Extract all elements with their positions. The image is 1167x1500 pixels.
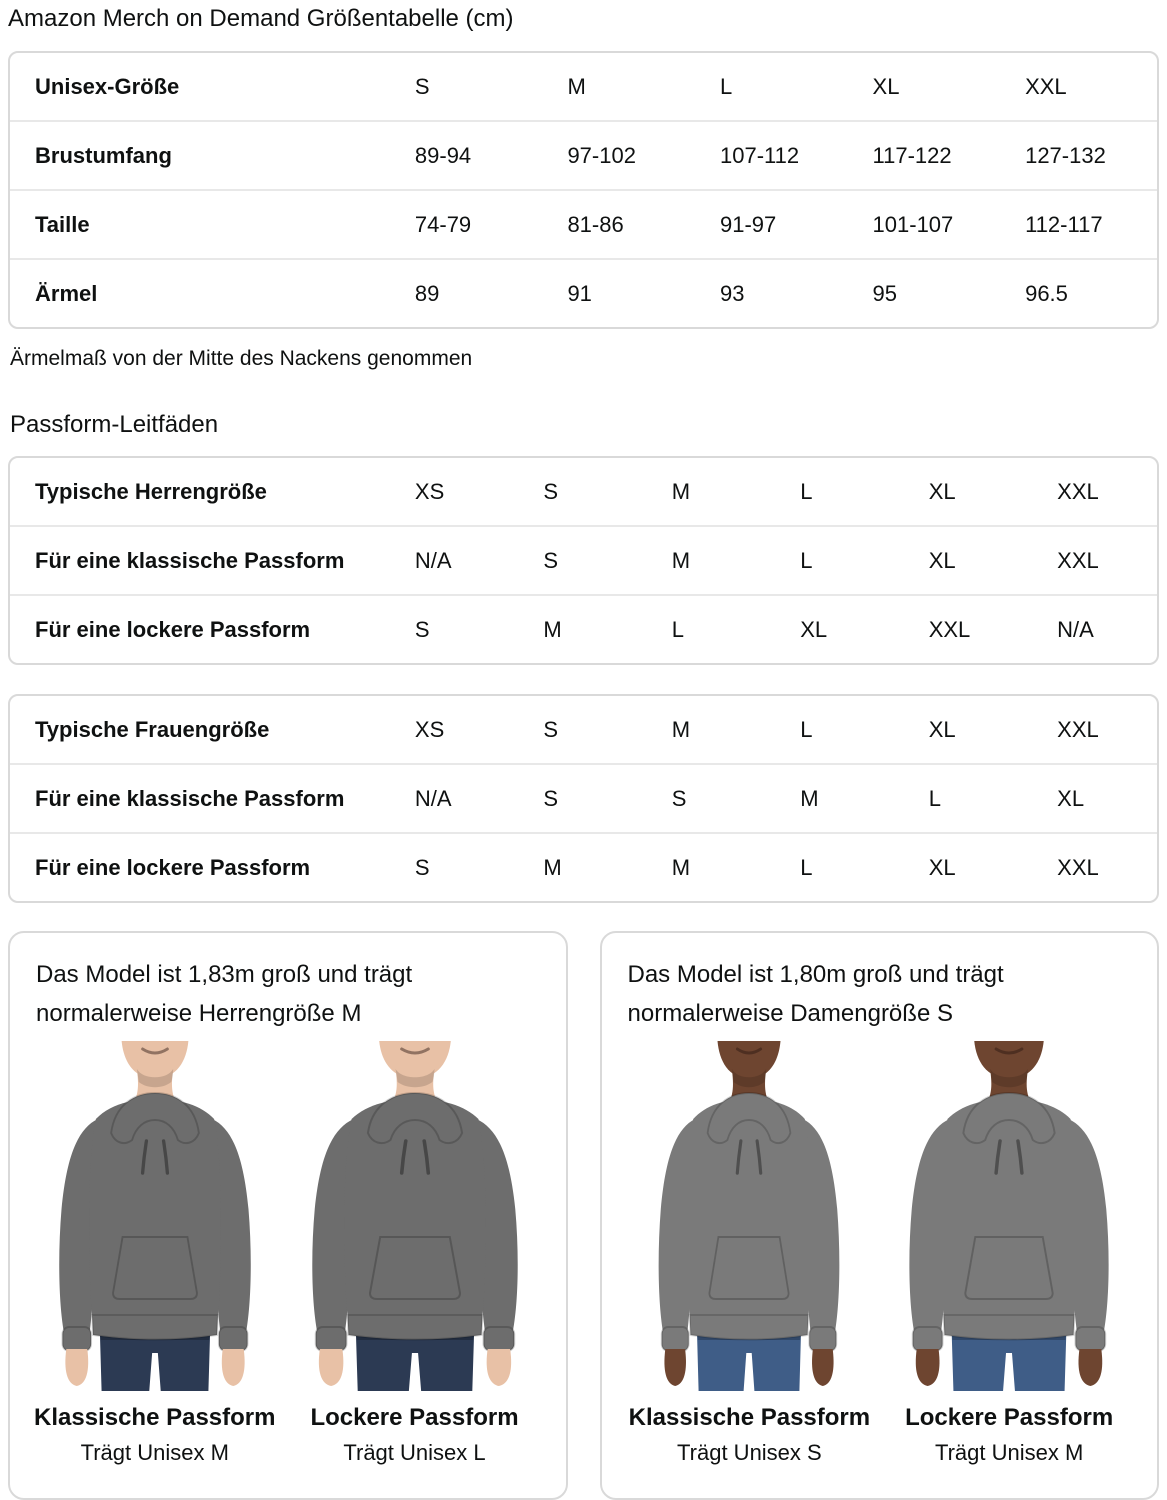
size-cell: 91 bbox=[567, 280, 592, 306]
size-cell: L bbox=[928, 785, 941, 811]
size-cell: 96.5 bbox=[1025, 280, 1068, 306]
row-label: Typische Herrengröße bbox=[35, 478, 267, 504]
row-label: Für eine klassische Passform bbox=[35, 547, 345, 573]
model-figures bbox=[28, 1041, 548, 1466]
size-cell: M bbox=[671, 478, 691, 504]
size-cell: 97-102 bbox=[567, 142, 636, 168]
size-cell: 95 bbox=[872, 280, 898, 306]
fit-label: Klassische Passform bbox=[34, 1404, 276, 1431]
size-cell: L bbox=[800, 854, 813, 880]
page-title: Amazon Merch on Demand Größentabelle (cm) bbox=[8, 5, 514, 32]
size-cell: 81-86 bbox=[567, 211, 624, 237]
table-row bbox=[10, 120, 1157, 189]
fit-guides-title: Passform-Leitfäden bbox=[10, 411, 219, 438]
size-cell: XL bbox=[872, 73, 900, 99]
womens-fit-table bbox=[8, 694, 1159, 903]
table-row bbox=[10, 832, 1157, 901]
row-label: Unisex-Größe bbox=[35, 73, 180, 99]
size-cell: L bbox=[800, 547, 813, 573]
male-model-card bbox=[8, 931, 568, 1500]
model-description: Das Model ist 1,80m groß und trägt normalerweise Damengröße S bbox=[627, 961, 1004, 1027]
size-cell: 74-79 bbox=[414, 211, 472, 237]
classic-fit-figure bbox=[620, 1041, 880, 1466]
size-cell: 112-117 bbox=[1025, 211, 1103, 237]
size-cell: XL bbox=[928, 547, 956, 573]
figure-caption bbox=[282, 1403, 548, 1466]
loose-fit-figure bbox=[282, 1041, 548, 1466]
row-label: Ärmel bbox=[35, 280, 98, 306]
row-label: Typische Frauengröße bbox=[35, 716, 270, 742]
size-cell: 91-97 bbox=[719, 211, 777, 237]
size-cell: XXL bbox=[928, 616, 971, 642]
female-model-photo-classic bbox=[632, 1041, 866, 1391]
fit-label: Lockere Passform bbox=[310, 1404, 519, 1431]
size-cell: S bbox=[671, 785, 687, 811]
size-cell: XL bbox=[800, 616, 828, 642]
size-cell: S bbox=[414, 616, 430, 642]
size-cell: S bbox=[414, 854, 430, 880]
classic-fit-figure bbox=[28, 1041, 282, 1466]
table-row bbox=[10, 53, 1157, 120]
table-row bbox=[10, 458, 1157, 525]
size-cell: 127-132 bbox=[1025, 142, 1106, 168]
row-label: Für eine klassische Passform bbox=[35, 785, 345, 811]
size-cell: L bbox=[800, 478, 813, 504]
fit-label: Lockere Passform bbox=[905, 1404, 1114, 1431]
size-cell: S bbox=[543, 478, 559, 504]
fit-label: Klassische Passform bbox=[628, 1404, 871, 1431]
row-label: Für eine lockere Passform bbox=[35, 854, 311, 880]
size-cell: 89-94 bbox=[414, 142, 472, 168]
model-description: Das Model ist 1,83m groß und trägt normalerweise Herrengröße M bbox=[36, 961, 413, 1027]
size-cell: 107-112 bbox=[719, 142, 800, 168]
sleeve-measure-note: Ärmelmaß von der Mitte des Nackens genommen bbox=[10, 347, 473, 370]
size-cell: XL bbox=[1057, 785, 1085, 811]
size-cell: S bbox=[414, 73, 430, 99]
row-label: Taille bbox=[35, 211, 90, 237]
table-row bbox=[10, 763, 1157, 832]
size-cell: XL bbox=[928, 854, 956, 880]
size-cell: M bbox=[543, 616, 562, 642]
size-cell: XS bbox=[414, 478, 445, 504]
figure-caption bbox=[879, 1403, 1139, 1466]
size-worn-label: Trägt Unisex S bbox=[677, 1440, 822, 1465]
male-model-photo-classic bbox=[31, 1041, 279, 1391]
size-cell: XS bbox=[414, 716, 445, 742]
size-cell: M bbox=[671, 854, 691, 880]
size-cell: N/A bbox=[414, 785, 452, 811]
size-cell: 93 bbox=[719, 280, 745, 306]
model-figures bbox=[620, 1041, 1140, 1466]
size-cell: L bbox=[671, 616, 685, 642]
row-label: Brustumfang bbox=[35, 142, 172, 168]
size-cell: M bbox=[671, 716, 691, 742]
loose-fit-figure bbox=[879, 1041, 1139, 1466]
size-cell: S bbox=[543, 785, 559, 811]
size-cell: 89 bbox=[414, 280, 440, 306]
size-cell: 101-107 bbox=[872, 211, 954, 237]
size-cell: L bbox=[800, 716, 813, 742]
size-worn-label: Trägt Unisex L bbox=[343, 1440, 486, 1465]
size-cell: XXL bbox=[1057, 854, 1099, 880]
mens-fit-table bbox=[8, 456, 1159, 665]
female-model-card bbox=[600, 931, 1160, 1500]
table-row bbox=[10, 594, 1157, 663]
table-row bbox=[10, 525, 1157, 594]
size-cell: XL bbox=[928, 716, 956, 742]
female-model-photo-loose bbox=[880, 1041, 1138, 1391]
size-cell: L bbox=[719, 73, 733, 99]
table-row bbox=[10, 258, 1157, 327]
size-worn-label: Trägt Unisex M bbox=[934, 1440, 1084, 1465]
table-row bbox=[10, 189, 1157, 258]
size-cell: S bbox=[543, 716, 559, 742]
row-label: Für eine lockere Passform bbox=[35, 616, 311, 642]
male-model-photo-loose bbox=[282, 1041, 548, 1391]
size-worn-label: Trägt Unisex M bbox=[80, 1440, 229, 1465]
size-cell: S bbox=[543, 547, 559, 573]
size-cell: N/A bbox=[1057, 616, 1094, 642]
table-row bbox=[10, 696, 1157, 763]
size-cell: M bbox=[800, 785, 819, 811]
size-cell: XXL bbox=[1057, 478, 1099, 504]
unisex-size-table bbox=[8, 51, 1159, 329]
size-cell: M bbox=[543, 854, 562, 880]
size-cell: XL bbox=[928, 478, 956, 504]
size-cell: XXL bbox=[1057, 547, 1099, 573]
size-cell: M bbox=[567, 73, 586, 99]
size-cell: XXL bbox=[1057, 716, 1099, 742]
size-cell: M bbox=[671, 547, 691, 573]
figure-caption bbox=[620, 1403, 880, 1466]
model-cards bbox=[8, 931, 1159, 1500]
size-cell: 117-122 bbox=[872, 142, 952, 168]
figure-caption bbox=[28, 1403, 282, 1466]
size-cell: N/A bbox=[414, 547, 452, 573]
size-cell: XXL bbox=[1025, 73, 1067, 99]
